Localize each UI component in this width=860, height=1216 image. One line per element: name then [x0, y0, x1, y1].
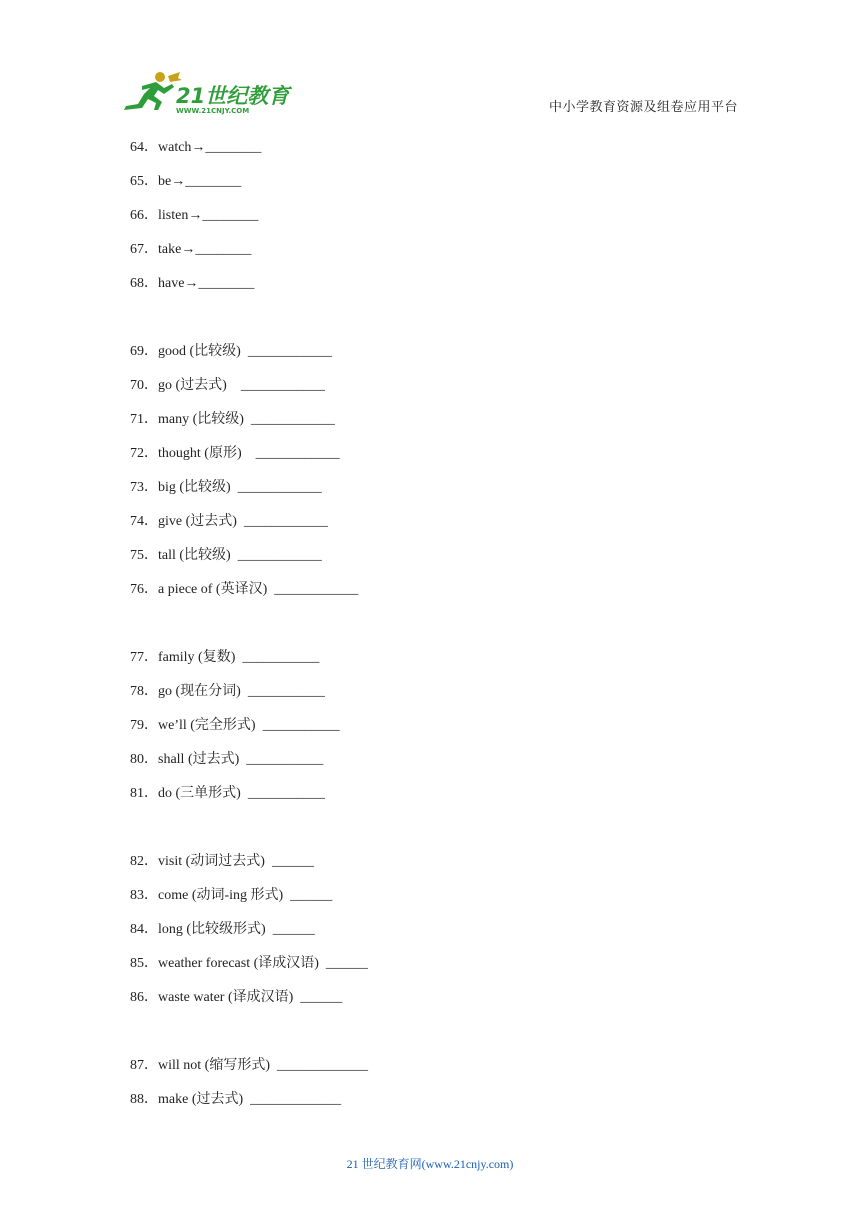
item-number: 70． [130, 378, 158, 393]
item-number: 85． [130, 956, 158, 971]
item-number: 84． [130, 922, 158, 937]
exercise-group [130, 341, 368, 613]
item-text: family (复数) ___________ [158, 650, 320, 665]
exercise-item [130, 579, 368, 613]
item-text: big (比较级) ____________ [158, 480, 322, 495]
item-text: we’ll (完全形式) ___________ [158, 718, 340, 733]
item-number: 64． [130, 140, 158, 155]
item-number: 81． [130, 786, 158, 801]
item-text: tall (比较级) ____________ [158, 548, 322, 563]
running-person-icon [124, 72, 182, 110]
exercise-item [130, 375, 368, 409]
exercise-item [130, 783, 368, 817]
exercise-item [130, 171, 368, 205]
exercise-item [130, 919, 368, 953]
exercise-item [130, 273, 368, 307]
exercise-group [130, 1055, 368, 1123]
exercise-item [130, 341, 368, 375]
item-number: 78． [130, 684, 158, 699]
item-text: good (比较级) ____________ [158, 344, 332, 359]
item-text: weather forecast (译成汉语) ______ [158, 956, 368, 971]
item-text: a piece of (英译汉) ____________ [158, 582, 359, 597]
exercise-item [130, 477, 368, 511]
item-text: do (三单形式) ___________ [158, 786, 325, 801]
exercise-item [130, 885, 368, 919]
exercise-item [130, 715, 368, 749]
exercise-item [130, 205, 368, 239]
exercise-group [130, 851, 368, 1021]
exercise-item [130, 409, 368, 443]
item-number: 82． [130, 854, 158, 869]
exercise-item [130, 1089, 368, 1123]
item-number: 68． [130, 276, 158, 291]
item-number: 74． [130, 514, 158, 529]
item-number: 73． [130, 480, 158, 495]
item-text: give (过去式) ____________ [158, 514, 328, 529]
item-number: 67． [130, 242, 158, 257]
item-text: have→________ [158, 276, 255, 291]
exercise-item [130, 953, 368, 987]
exercise-item [130, 749, 368, 783]
exercise-item [130, 851, 368, 885]
item-text: thought (原形) ____________ [158, 446, 340, 461]
exercise-item [130, 987, 368, 1021]
exercise-group [130, 137, 368, 307]
item-text: visit (动词过去式) ______ [158, 854, 314, 869]
item-number: 72． [130, 446, 158, 461]
item-text: many (比较级) ____________ [158, 412, 335, 427]
exercise-item [130, 1055, 368, 1089]
item-text: listen→________ [158, 208, 259, 223]
item-text: shall (过去式) ___________ [158, 752, 324, 767]
exercise-item [130, 681, 368, 715]
logo-text: 21世纪教育 [176, 84, 290, 108]
item-number: 75． [130, 548, 158, 563]
item-number: 87． [130, 1058, 158, 1073]
item-text: come (动词-ing 形式) ______ [158, 888, 333, 903]
exercise-list [130, 137, 368, 1157]
page-footer: 21 世纪教育网(www.21cnjy.com) [346, 1157, 514, 1171]
item-number: 65． [130, 174, 158, 189]
exercise-item [130, 545, 368, 579]
item-number: 76． [130, 582, 158, 597]
exercise-item [130, 239, 368, 273]
item-text: go (过去式) ____________ [158, 378, 325, 393]
item-number: 88． [130, 1092, 158, 1107]
item-number: 79． [130, 718, 158, 733]
site-logo [120, 66, 300, 118]
item-number: 83． [130, 888, 158, 903]
item-text: take→________ [158, 242, 252, 257]
item-number: 77． [130, 650, 158, 665]
item-number: 80． [130, 752, 158, 767]
item-text: watch→________ [158, 140, 262, 155]
item-text: waste water (译成汉语) ______ [158, 990, 343, 1005]
item-number: 69． [130, 344, 158, 359]
exercise-item [130, 137, 368, 171]
item-text: long (比较级形式) ______ [158, 922, 315, 937]
platform-slogan: 中小学教育资源及组卷应用平台 [549, 100, 739, 115]
item-text: make (过去式) _____________ [158, 1092, 342, 1107]
item-number: 86． [130, 990, 158, 1005]
exercise-item [130, 443, 368, 477]
item-number: 71． [130, 412, 158, 427]
page-header [0, 0, 860, 130]
exercise-group [130, 647, 368, 817]
exercise-item [130, 647, 368, 681]
exercise-item [130, 511, 368, 545]
item-text: will not (缩写形式) _____________ [158, 1058, 368, 1073]
logo-url: WWW.21CNJY.COM [176, 107, 250, 115]
item-text: go (现在分词) ___________ [158, 684, 325, 699]
item-number: 66． [130, 208, 158, 223]
item-text: be→________ [158, 174, 242, 189]
